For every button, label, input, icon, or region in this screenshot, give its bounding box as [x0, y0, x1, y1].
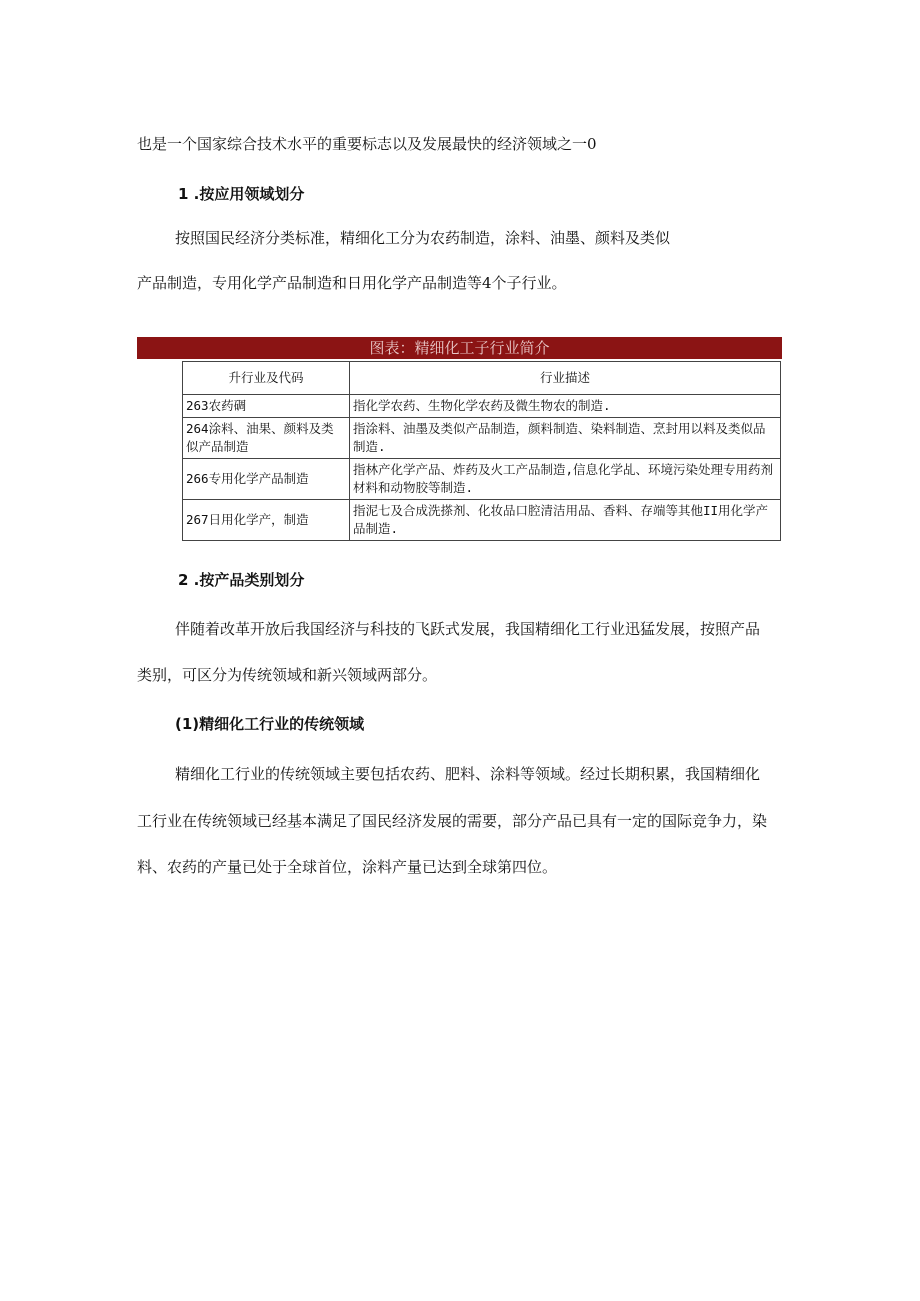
section1-paragraph-line2: 产品制造，专用化学产品制造和日用化学产品制造等4个子行业。 [137, 274, 567, 292]
table-banner: 图表：精细化工子行业简介 [137, 337, 782, 359]
section2-paragraph-line2: 类别，可区分为传统领域和新兴领域两部分。 [137, 666, 438, 684]
row-description: 指泥七及合成洗搽剂、化妆品口腔清洁用品、香料、存端等其他II用化学产品制造. [350, 500, 781, 541]
section2-paragraph-line1: 伴随着改革开放后我国经济与科技的飞跃式发展，我国精细化工行业迅猛发展，按照产品 [175, 620, 761, 638]
intro-paragraph-tail: 也是一个国家综合技术水平的重要标志以及发展最快的经济领域之一0 [137, 135, 597, 153]
table-row [183, 395, 781, 418]
row-code: 264涂料、油果、颜料及类似产品制造 [183, 418, 350, 459]
row-description: 指涂料、油墨及类似产品制造，颜料制造、染料制造、烹封用以料及类似品制造. [350, 418, 781, 459]
table-header-row [183, 362, 781, 395]
section1-heading: 1 .按应用领域划分 [178, 185, 305, 203]
row-description: 指化学农药、生物化学农药及微生物农的制造. [350, 395, 781, 418]
row-description: 指林产化学产品、炸药及火工产品制造,信息化学乩、环境污染处理专用药剂材料和动物胶等制造. [350, 459, 781, 500]
table-row [183, 500, 781, 541]
subsection-paragraph-line2: 工行业在传统领域已经基本满足了国民经济发展的需要，部分产品已具有一定的国际竞争力，染 [137, 812, 768, 830]
section1-paragraph-line1: 按照国民经济分类标准，精细化工分为农药制造，涂料、油墨、颜料及类似 [175, 229, 671, 247]
subsection-paragraph-line3: 料、农药的产量已处于全球首位，涂料产量已达到全球第四位。 [137, 858, 558, 876]
table-row [183, 459, 781, 500]
subsection-heading: (1)精细化工行业的传统领域 [175, 715, 365, 733]
section2-heading: 2 .按产品类别划分 [178, 571, 305, 589]
table-row [183, 418, 781, 459]
row-code: 263农药碉 [183, 395, 350, 418]
row-code: 266专用化学产品制造 [183, 459, 350, 500]
industry-table [182, 361, 781, 541]
header-code: 升行业及代码 [183, 362, 350, 395]
subsection-paragraph-line1: 精细化工行业的传统领域主要包括农药、肥料、涂料等领域。经过长期积累，我国精细化 [175, 765, 761, 783]
row-code: 267日用化学产，制造 [183, 500, 350, 541]
header-description: 行业描述 [350, 362, 781, 395]
